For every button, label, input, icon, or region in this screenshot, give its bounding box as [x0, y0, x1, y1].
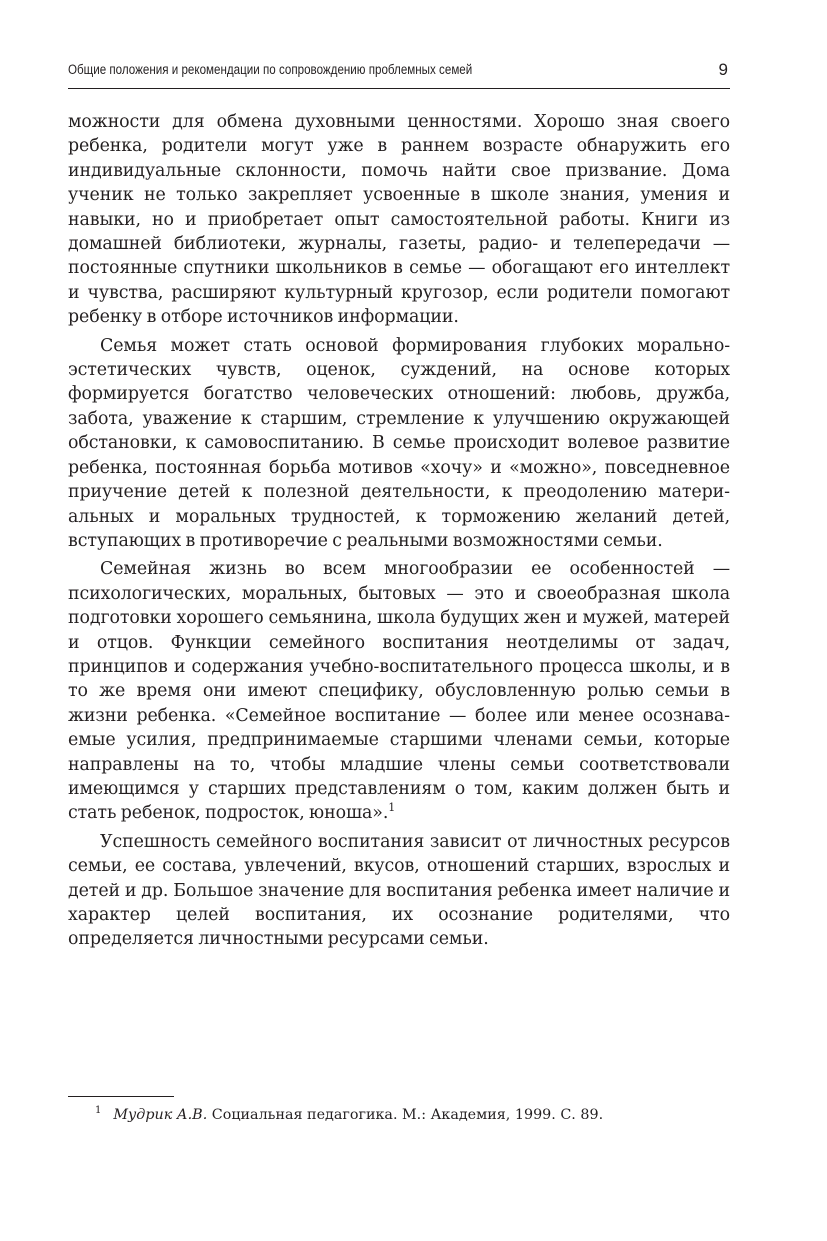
footnote-citation: Социальная педагогика. М.: Академия, 1999. С. 89. — [207, 1106, 604, 1123]
footnote-number: 1 — [95, 1105, 102, 1116]
running-title: Общие положения и рекомендации по сопровождению проблемных семей — [68, 62, 473, 77]
paragraph-with-footnote — [68, 557, 730, 825]
running-header — [68, 60, 730, 89]
page-number: 9 — [718, 60, 728, 79]
body-text — [68, 110, 730, 956]
footnote-reference[interactable]: 1 — [388, 801, 396, 815]
paragraph-text: Семейная жизнь во всем многообразии ее особенностей — психологических, моральных, бытовых — это и своеобразная школа подготовки хорошего семьянина, школа будущих жен и мужей, матерей и отцов. Функции семейного воспитания неотделимы от задач, принципов и содержания учебно-воспитательного процесса школы, и в то же время они имеют специфику, обусловленную ролью семьи в жизни ребенка. «Семейное воспитание — более или менее осознаваемые усилия, предпринимаемые старшими членами семьи, которые направлены на то, чтобы младшие члены семьи соответствовали имеющимся у старших представлениям о том, каким должен быть и стать ребенок, подросток, юноша». — [68, 559, 730, 824]
footnote-author: Мудрик А.В. — [113, 1106, 208, 1123]
footnote — [95, 1105, 730, 1123]
paragraph: Семья может стать основой формирования глубоких морально-эстетических чувств, оценок, суждений, на основе которых формируется богатство человеческих отношений: любовь, дружба, забота, уважение к старшим, стремление к улучшению окружающей обстановки, к самовоспитанию. В семье происходит волевое развитие ребенка, постоянная борьба мотивов «хочу» и «можно», повседневное приучение детей к полезной деятельности, к преодолению материальных и моральных трудностей, к торможению желаний детей, вступающих в противоречие с реальными возможностями семьи. — [68, 335, 730, 551]
paragraph: Успешность семейного воспитания зависит от личностных ресурсов семьи, ее состава, увлечений, вкусов, отношений старших, взрослых и детей и др. Большое значение для воспитания ребенка имеет наличие и характер целей воспитания, их осознание родителями, что определяется личностными ресурсами семьи. — [68, 831, 730, 950]
paragraph: можности для обмена духовными ценностями. Хорошо зная своего ребенка, родители могут уже в раннем возрасте обнаружить его индивидуальные склонности, помочь найти свое призвание. Дома ученик не только закрепляет усвоенные в школе знания, умения и навыки, но и приобретает опыт самостоятельной работы. Книги из домашней библиотеки, журналы, газеты, радио- и телепередачи — постоянные спутники школьников в семье — обогащают его интеллект и чувства, расширяют культурный кругозор, если родители помогают ребенку в отборе источников информации. — [68, 112, 730, 328]
footnote-divider — [68, 1096, 174, 1097]
